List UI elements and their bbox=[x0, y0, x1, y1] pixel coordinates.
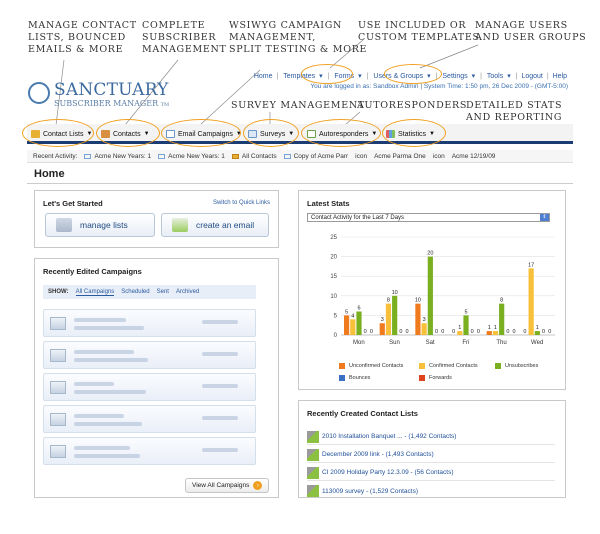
highlight-oval bbox=[301, 64, 353, 84]
data-label: 0 bbox=[548, 329, 552, 335]
blurred-text bbox=[74, 326, 144, 330]
legend-item bbox=[339, 375, 370, 381]
recent-item[interactable] bbox=[84, 153, 151, 160]
system-status-line: You are logged in as: Sandbox Admin | System Time: 1:50 pm, 26 Dec 2009 - (GMT-5:00) bbox=[310, 83, 568, 90]
campaign-row[interactable] bbox=[43, 373, 256, 401]
highlight-oval bbox=[243, 119, 299, 147]
callout-line: CUSTOM TEMPLATES bbox=[358, 32, 480, 43]
select-value: Contact Activity for the Last 7 Days bbox=[311, 215, 405, 221]
highlight-oval bbox=[301, 119, 381, 147]
data-label: 1 bbox=[458, 325, 462, 332]
switch-quick-links-link[interactable]: Switch to Quick Links bbox=[212, 200, 270, 206]
tab-all-campaigns[interactable]: All Campaigns bbox=[75, 288, 115, 295]
blurred-date bbox=[202, 352, 238, 356]
contact-list-label: 113009 survey - (1,529 Contacts) bbox=[322, 487, 418, 495]
nav-forms-label: Forms bbox=[334, 73, 355, 80]
recent-item-label: Acme New Years: 1 bbox=[94, 152, 152, 160]
caret-down-icon: ▾ bbox=[507, 73, 511, 80]
blurred-text bbox=[74, 422, 142, 426]
view-all-campaigns-button[interactable] bbox=[185, 478, 269, 493]
data-label: 0 bbox=[542, 329, 546, 335]
callout-templates bbox=[358, 20, 480, 44]
blurred-text bbox=[74, 414, 124, 418]
legend-item bbox=[339, 363, 403, 369]
x-tick-label: Fri bbox=[462, 340, 470, 346]
blurred-text bbox=[74, 350, 134, 354]
bar bbox=[350, 319, 355, 335]
envelope-icon bbox=[158, 154, 165, 159]
recent-item-label: Acme New Years: 1 bbox=[168, 152, 225, 160]
blurred-date bbox=[202, 320, 238, 324]
bar bbox=[415, 304, 420, 335]
callout-line: AND USER GROUPS bbox=[475, 32, 587, 43]
panel-title: Recently Edited Campaigns bbox=[43, 267, 142, 276]
legend-swatch bbox=[495, 363, 501, 369]
top-nav: Home | Templates ▾ | Forms ▾ | Users & Groups ▾ | Settings ▾ | Tools ▾ | Logout | Help bbox=[253, 73, 567, 80]
select-arrows-icon: ⇕ bbox=[540, 214, 549, 221]
blurred-text bbox=[74, 390, 146, 394]
legend-swatch bbox=[339, 363, 345, 369]
callout-users bbox=[475, 20, 586, 44]
recent-item[interactable] bbox=[452, 153, 496, 160]
recent-item-label: Acme 12/19/09 bbox=[451, 152, 496, 160]
page-title: Home bbox=[34, 168, 65, 180]
recent-item[interactable] bbox=[374, 153, 426, 160]
contact-list-icon bbox=[232, 154, 239, 159]
campaign-email-icon bbox=[50, 381, 66, 394]
nav-tools-label: Tools bbox=[486, 73, 504, 80]
recent-item-label: icon bbox=[355, 152, 368, 160]
lists-icon bbox=[56, 218, 72, 232]
brand-sub-text: SUBSCRIBER MANAGER bbox=[54, 99, 159, 108]
callout-line: WSIWYG CAMPAIGN bbox=[229, 20, 343, 31]
nav-label: Surveys bbox=[260, 130, 286, 138]
contact-list-row[interactable] bbox=[307, 429, 555, 445]
callout-line: MANAGEMENT bbox=[142, 44, 227, 55]
data-label: 0 bbox=[512, 329, 516, 335]
y-tick-label: 0 bbox=[333, 333, 337, 339]
callout-line: COMPLETE bbox=[142, 20, 206, 31]
arrow-right-icon: › bbox=[253, 481, 262, 490]
x-tick-label: Wed bbox=[531, 340, 544, 346]
blurred-text bbox=[74, 358, 148, 362]
x-tick-label: Mon bbox=[352, 340, 365, 346]
bar bbox=[535, 331, 540, 335]
panel-title: Let's Get Started bbox=[43, 199, 103, 208]
legend-swatch bbox=[419, 375, 425, 381]
data-label: 5 bbox=[345, 309, 349, 316]
blurred-text bbox=[74, 318, 126, 322]
panel-title: Latest Stats bbox=[307, 199, 350, 208]
nav-templates-label: Templates bbox=[283, 73, 316, 80]
legend-swatch bbox=[339, 375, 345, 381]
data-label: 3 bbox=[422, 317, 426, 324]
recent-contact-lists-panel bbox=[298, 400, 566, 498]
data-label: 5 bbox=[464, 309, 468, 316]
callout-line: AND REPORTING bbox=[466, 112, 563, 123]
add-email-icon bbox=[172, 218, 188, 232]
get-started-panel bbox=[34, 190, 279, 248]
contact-list-label: 2010 Installation Banquet ... - (1,492 Contacts) bbox=[322, 433, 457, 440]
y-tick-label: 25 bbox=[330, 235, 337, 241]
legend-label: Unsubscribes bbox=[505, 363, 539, 369]
bar bbox=[356, 311, 361, 335]
legend-item bbox=[495, 363, 538, 369]
bar bbox=[463, 315, 468, 335]
nav-label: Email Campaigns bbox=[178, 130, 233, 138]
contact-list-label: December 2009 link - (1,493 Contacts) bbox=[322, 451, 434, 458]
data-label: 10 bbox=[414, 297, 421, 304]
callout-autoresponders: AUTORESPONDERS bbox=[357, 100, 468, 111]
recent-item-label: Copy of Acme Parr bbox=[293, 152, 349, 160]
legend-label: Forwards bbox=[429, 375, 452, 381]
callout-line: USE INCLUDED OR bbox=[358, 20, 467, 31]
data-label: 0 bbox=[441, 329, 445, 335]
callout-line: LISTS, BOUNCED bbox=[28, 32, 126, 43]
blurred-date bbox=[202, 416, 238, 420]
campaign-row[interactable] bbox=[43, 309, 256, 337]
data-label: 0 bbox=[523, 329, 527, 335]
contact-list-row[interactable] bbox=[307, 447, 555, 463]
tab-scheduled[interactable]: Scheduled bbox=[121, 289, 150, 295]
campaign-email-icon bbox=[50, 445, 66, 458]
data-label: 0 bbox=[476, 329, 480, 335]
highlight-oval bbox=[96, 119, 160, 147]
caret-down-icon: ▼ bbox=[371, 131, 378, 137]
data-label: 0 bbox=[405, 329, 409, 335]
panel-title: Recently Created Contact Lists bbox=[307, 409, 418, 418]
caret-down-icon: ▼ bbox=[288, 131, 295, 137]
data-label: 4 bbox=[351, 313, 355, 320]
data-label: 8 bbox=[500, 297, 504, 304]
data-label: 0 bbox=[452, 329, 456, 335]
data-label: 0 bbox=[399, 329, 403, 335]
button-label: View All Campaigns bbox=[192, 482, 250, 489]
blurred-text bbox=[74, 382, 114, 386]
recent-item[interactable] bbox=[284, 153, 349, 160]
callout-survey: SURVEY MANAGEMENT bbox=[231, 100, 365, 111]
x-tick-label: Sat bbox=[425, 340, 435, 346]
data-label: 10 bbox=[391, 289, 398, 296]
highlight-oval bbox=[384, 64, 442, 84]
contact-list-icon bbox=[307, 485, 319, 497]
contact-list-row[interactable] bbox=[307, 465, 555, 481]
legend-label: Bounces bbox=[349, 375, 371, 381]
x-tick-label: Sun bbox=[389, 340, 400, 346]
activity-bar-chart bbox=[299, 227, 565, 357]
bar bbox=[386, 304, 391, 335]
bar bbox=[422, 323, 427, 335]
recent-activity-bar bbox=[27, 150, 573, 163]
latest-stats-panel bbox=[298, 190, 566, 390]
blurred-text bbox=[74, 446, 130, 450]
callout-line: DETAILED STATS bbox=[466, 100, 563, 111]
brand-name: SANCTUARY bbox=[54, 80, 169, 100]
nav-label: Contact Lists bbox=[43, 130, 84, 138]
button-label: manage lists bbox=[80, 220, 128, 230]
data-label: 17 bbox=[528, 262, 535, 269]
nav-settings-label: Settings bbox=[442, 73, 468, 80]
caret-down-icon: ▼ bbox=[143, 131, 150, 137]
contact-list-label: CI 2009 Holiday Party 12.3.09 - (56 Contacts) bbox=[322, 469, 454, 476]
stats-period-select[interactable] bbox=[307, 213, 550, 222]
recent-item-label: icon bbox=[432, 152, 445, 160]
legend-label: Unconfirmed Contacts bbox=[349, 363, 404, 369]
bar bbox=[392, 296, 397, 335]
recent-item-icon-text bbox=[433, 153, 445, 160]
highlight-oval bbox=[161, 119, 241, 147]
sanctuary-logo-icon bbox=[28, 82, 50, 104]
bar bbox=[493, 331, 498, 335]
create-email-button[interactable] bbox=[161, 213, 269, 237]
nav-help-link[interactable]: Help bbox=[552, 73, 567, 80]
caret-down-icon: ▾ bbox=[358, 73, 362, 80]
y-tick-label: 20 bbox=[330, 254, 337, 261]
data-label: 0 bbox=[470, 329, 474, 335]
callout-complete-subscriber bbox=[142, 20, 227, 56]
caret-down-icon: ▼ bbox=[86, 131, 93, 137]
manage-lists-button[interactable] bbox=[45, 213, 155, 237]
nav-logout-link[interactable]: Logout bbox=[521, 73, 543, 80]
recent-item-icon-text bbox=[355, 153, 367, 160]
contact-list-icon bbox=[307, 449, 319, 461]
blurred-date bbox=[202, 384, 238, 388]
callout-line: MANAGE CONTACT bbox=[28, 20, 137, 31]
divider bbox=[27, 183, 573, 184]
recent-item-label: All Contacts bbox=[241, 152, 277, 160]
envelope-icon bbox=[284, 154, 291, 159]
legend-item bbox=[419, 363, 478, 369]
data-label: 0 bbox=[506, 329, 510, 335]
blurred-date bbox=[202, 448, 238, 452]
contact-list-row[interactable] bbox=[307, 483, 555, 499]
caret-down-icon: ▼ bbox=[429, 131, 435, 137]
caret-down-icon: ▾ bbox=[471, 73, 476, 80]
tab-sent[interactable]: Sent bbox=[156, 289, 169, 295]
data-label: 1 bbox=[535, 325, 539, 332]
contact-list-icon bbox=[307, 467, 319, 479]
campaign-filter-bar bbox=[43, 285, 256, 299]
callout-stats bbox=[466, 100, 562, 124]
y-tick-label: 10 bbox=[330, 293, 337, 300]
envelope-icon bbox=[84, 154, 91, 159]
recent-campaigns-panel bbox=[34, 258, 279, 498]
legend-label: Confirmed Contacts bbox=[429, 363, 478, 369]
bar bbox=[529, 268, 534, 335]
recent-activity-label: Recent Activity: bbox=[33, 152, 78, 160]
highlight-oval bbox=[22, 119, 94, 147]
callout-line: MANAGEMENT, bbox=[229, 32, 316, 43]
bar bbox=[344, 315, 349, 335]
recent-item-label: Acme Parma One bbox=[374, 152, 426, 160]
recent-item[interactable] bbox=[158, 153, 225, 160]
x-tick-label: Thu bbox=[496, 340, 507, 346]
caret-down-icon: ▼ bbox=[235, 131, 242, 137]
callout-line: SUBSCRIBER bbox=[142, 32, 217, 43]
campaign-row[interactable] bbox=[43, 341, 256, 369]
bar bbox=[487, 331, 492, 335]
campaign-row[interactable] bbox=[43, 405, 256, 433]
campaign-email-icon bbox=[50, 413, 66, 426]
callout-line: EMAILS & MORE bbox=[28, 44, 124, 55]
data-label: 0 bbox=[363, 329, 367, 335]
data-label: 0 bbox=[369, 329, 373, 335]
nav-settings-link[interactable] bbox=[441, 73, 476, 80]
highlight-oval bbox=[382, 119, 446, 147]
nav-home-link[interactable]: Home bbox=[253, 73, 273, 80]
legend-swatch bbox=[419, 363, 425, 369]
bar bbox=[428, 257, 433, 335]
callout-manage-contact bbox=[28, 20, 137, 56]
bar bbox=[499, 304, 504, 335]
contact-list-icon bbox=[307, 431, 319, 443]
nav-tools-link[interactable] bbox=[486, 73, 512, 80]
caret-down-icon: ▾ bbox=[427, 73, 431, 80]
nav-label: Autoresponders bbox=[319, 130, 369, 138]
data-label: 1 bbox=[493, 325, 497, 332]
data-label: 0 bbox=[435, 329, 439, 335]
nav-users-label: Users & Groups bbox=[373, 73, 424, 80]
data-label: 1 bbox=[487, 325, 491, 332]
nav-label: Contacts bbox=[113, 130, 141, 138]
data-label: 6 bbox=[357, 305, 361, 312]
bar bbox=[457, 331, 462, 335]
recent-item[interactable] bbox=[232, 153, 277, 160]
campaign-email-icon bbox=[50, 317, 66, 330]
callout-line: SPLIT TESTING & MORE bbox=[229, 44, 368, 55]
campaign-row[interactable] bbox=[43, 437, 256, 465]
data-label: 20 bbox=[427, 250, 434, 257]
brand-tm: TM bbox=[160, 102, 170, 108]
brand-subtitle bbox=[54, 99, 169, 108]
legend-item bbox=[419, 375, 452, 381]
y-tick-label: 15 bbox=[330, 274, 337, 281]
callout-line: MANAGE USERS bbox=[475, 20, 568, 31]
blurred-text bbox=[74, 454, 140, 458]
data-label: 3 bbox=[380, 317, 384, 324]
caret-down-icon: ▾ bbox=[319, 73, 323, 80]
button-label: create an email bbox=[196, 220, 255, 230]
campaign-email-icon bbox=[50, 349, 66, 362]
data-label: 8 bbox=[386, 297, 390, 304]
y-tick-label: 5 bbox=[333, 313, 337, 320]
tab-archived[interactable]: Archived bbox=[175, 289, 200, 295]
show-label: SHOW: bbox=[48, 289, 69, 295]
nav-label: Statistics bbox=[398, 130, 427, 138]
bar bbox=[380, 323, 385, 335]
callout-wysiwyg bbox=[229, 20, 367, 56]
